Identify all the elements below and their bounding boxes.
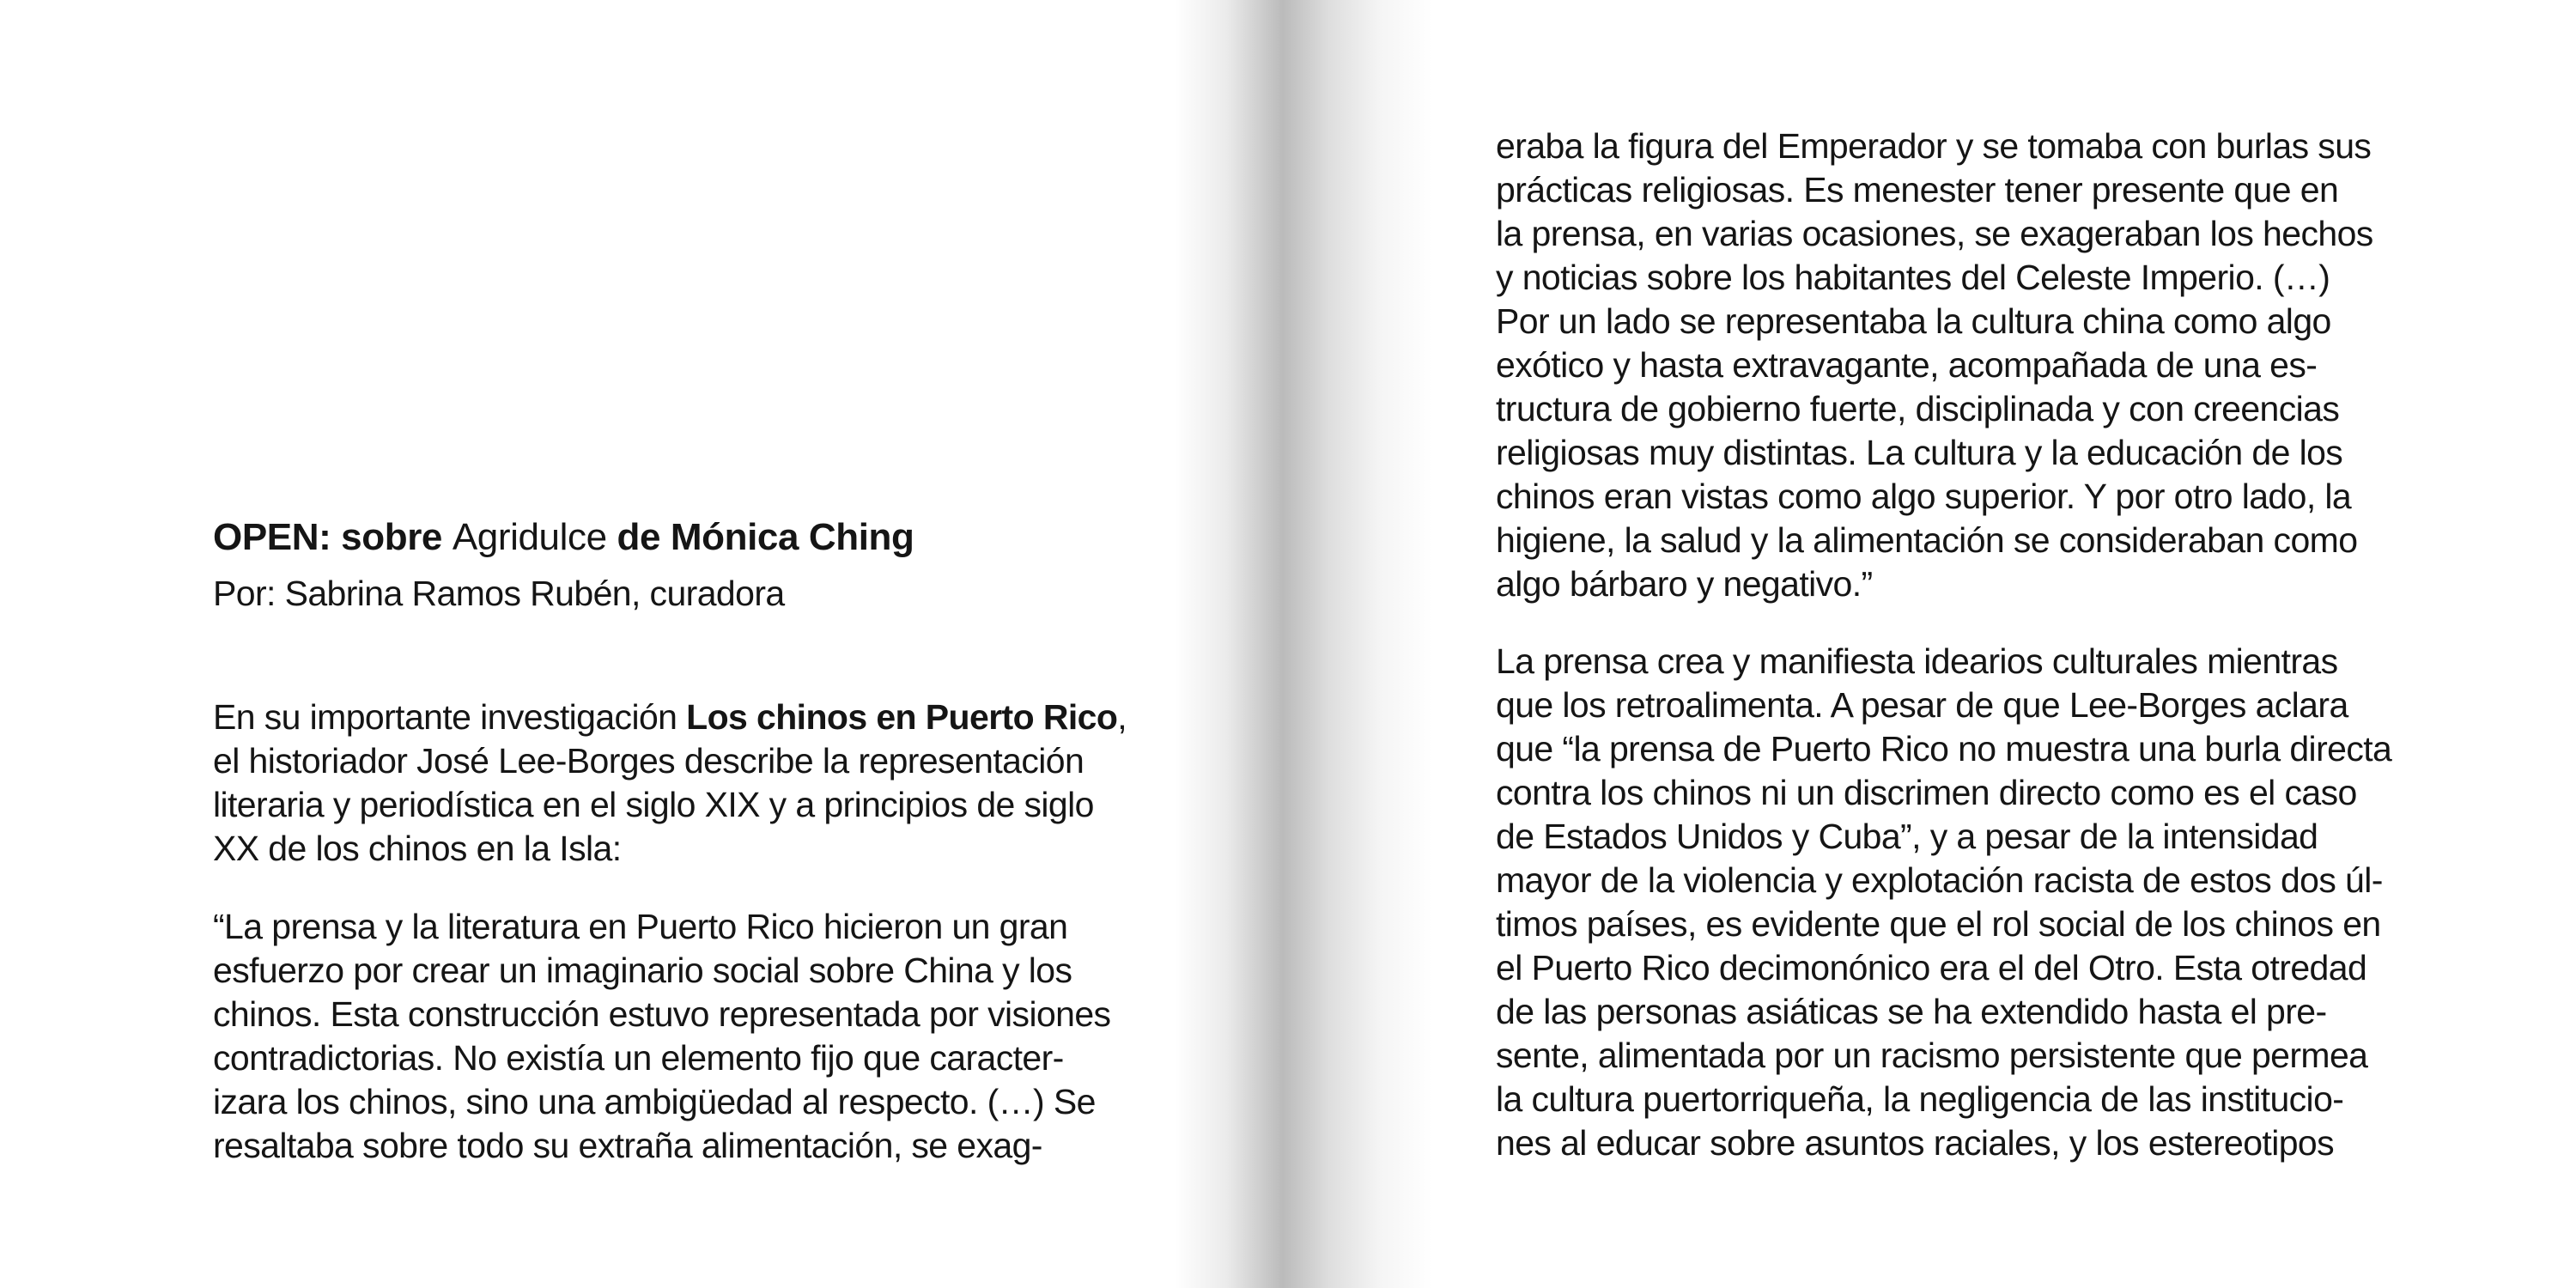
text-line: prácticas religiosas. Es menester tener presente que en [1496,170,2339,210]
left-paragraph-1 [213,696,1127,871]
text-line: contradictorias. No existía un elemento fijo que caracter- [213,1038,1064,1078]
text-line: Por un lado se representaba la cultura china como algo [1496,301,2331,341]
text-line: resaltaba sobre todo su extraña alimentación, se exag- [213,1126,1042,1165]
right-paragraph-1 [1496,125,2373,606]
text-line: algo bárbaro y negativo.” [1496,564,1873,604]
text-line: “La prensa y la literatura en Puerto Rico hicieron un gran [213,907,1068,946]
text-line: higiene, la salud y la alimentación se consideraban como [1496,520,2358,560]
text-line: chinos. Esta construcción estuvo representada por visiones [213,994,1111,1034]
text-line: el historiador José Lee-Borges describe la representación [213,741,1084,781]
text-line: OPEN: sobre Agridulce de Mónica Ching [213,516,914,558]
text-line: que “la prensa de Puerto Rico no muestra una burla directa [1496,729,2392,769]
text-line: la cultura puertorriqueña, la negligencia de las institucio- [1496,1079,2344,1119]
text-line: La prensa crea y manifiesta idearios culturales mientras [1496,641,2338,681]
article-title-block [213,515,914,616]
text-line: nes al educar sobre asuntos raciales, y los estereotipos [1496,1123,2335,1163]
right-paragraph-2 [1496,640,2391,1165]
text-line: exótico y hasta extravagante, acompañada de una es- [1496,345,2318,385]
text-line: sente, alimentada por un racismo persistente que permea [1496,1036,2368,1075]
text-line: el Puerto Rico decimonónico era el del Otro. Esta otredad [1496,948,2367,987]
text-line: tructura de gobierno fuerte, disciplinada y con creencias [1496,389,2340,428]
text-line: esfuerzo por crear un imaginario social sobre China y los [213,951,1072,990]
text-line: mayor de la violencia y explotación racista de estos dos úl- [1496,860,2383,900]
text-line: izara los chinos, sino una ambigüedad al respecto. (…) Se [213,1082,1096,1121]
text-line: la prensa, en varias ocasiones, se exageraban los hechos [1496,214,2373,253]
book-gutter-shadow [1175,0,1432,1288]
text-line: chinos eran vistas como algo superior. Y por otro lado, la [1496,477,2352,516]
text-line: En su importante investigación Los chinos en Puerto Rico, [213,697,1127,737]
text-line: contra los chinos ni un discrimen directo como es el caso [1496,773,2357,812]
text-line: XX de los chinos en la Isla: [213,829,622,868]
text-line: de Estados Unidos y Cuba”, y a pesar de la intensidad [1496,817,2318,856]
text-line: literaria y periodística en el siglo XIX y a principios de siglo [213,785,1094,824]
text-line: de las personas asiáticas se ha extendido hasta el pre- [1496,992,2327,1031]
text-line: eraba la figura del Emperador y se tomaba con burlas sus [1496,126,2372,166]
text-line: religiosas muy distintas. La cultura y la educación de los [1496,433,2343,472]
text-line: y noticias sobre los habitantes del Celeste Imperio. (…) [1496,258,2330,297]
left-paragraph-2 [213,905,1110,1168]
article-title [213,515,914,560]
article-byline: Por: Sabrina Ramos Rubén, curadora [213,574,785,613]
text-line: timos países, es evidente que el rol social de los chinos en [1496,904,2381,944]
text-line: que los retroalimenta. A pesar de que Lee-Borges aclara [1496,685,2348,725]
